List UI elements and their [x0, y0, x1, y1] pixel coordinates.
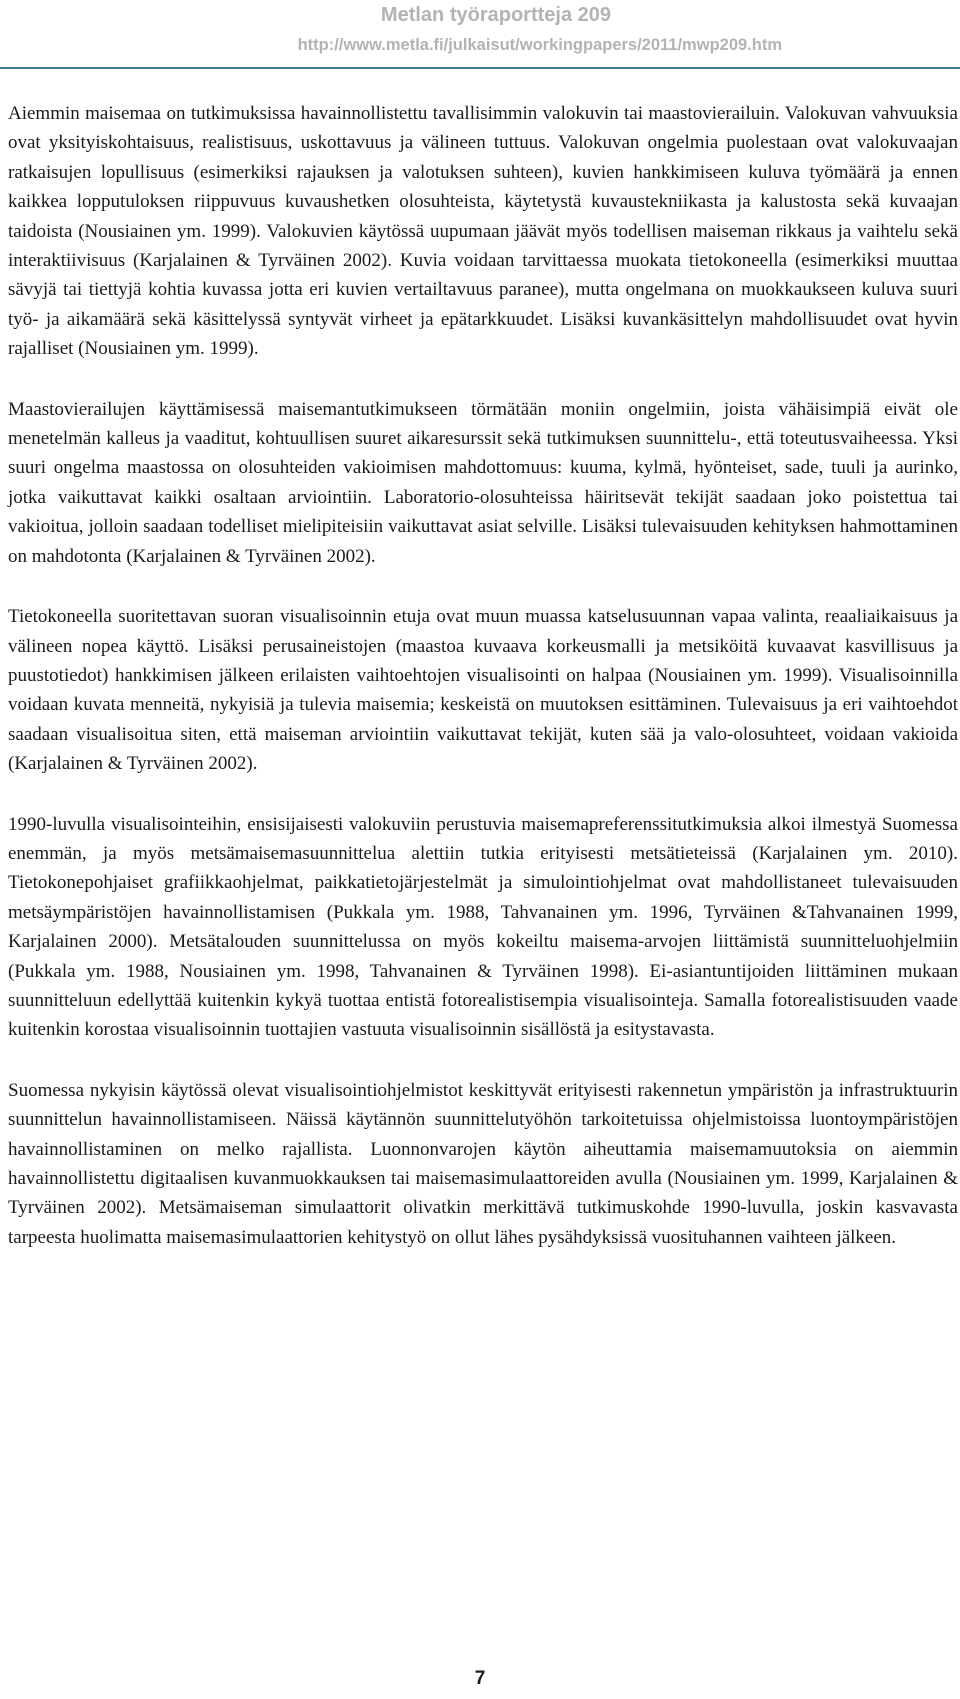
paragraph-2: Maastovierailujen käyttämisessä maisemantutkimukseen törmätään moniin ongelmiin, joista vähäisimpiä eivät ole menetelmän kalleus ja vaaditut, kohtuullisen suuret aikaresurssit sekä tutkimuksen suunnittelu-, että toteutusvaiheessa. Yksi suuri ongelma maastossa on olosuhteiden vakioimisen mahdottomuus: kuuma, kylmä, hyönteiset, sade, tuuli ja aurinko, jotka vaikuttavat kaikki osaltaan arviointiin. Laboratorio-olosuhteissa häiritsevät tekijät saadaan joko poistettua tai vakioitua, jolloin saadaan todelliset mielipiteisiin vaikuttavat asiat selville. Lisäksi tulevaisuuden kehityksen hahmottaminen on mahdotonta (Karjalainen & Tyrväinen 2002).: [8, 398, 958, 567]
paragraph-5: Suomessa nykyisin käytössä olevat visualisointiohjelmistot keskittyvät erityisesti rakennetun ympäristön ja infrastruktuurin suunnittelun havainnollistamiseen. Näissä käytännön suunnittelutyöhön tarkoitetuissa ohjelmistoissa luontoympäristöjen havainnollistaminen on melko rajallista. Luonnonvarojen käytön aiheuttamia maisemamuutoksia on aiemmin havainnollistettu digitaalisen kuvanmuokkauksen tai maisemasimulaattoreiden avulla (Nousiainen ym. 1999, Karjalainen & Tyrväinen 2002). Metsämaiseman simulaattorit olivatkin merkittävä tutkimuskohde 1990-luvulla, joskin kasvavasta tarpeesta huolimatta maisemasimulaattorien kehitystyö on ollut lähes pysähdyksissä vuosituhannen vaihteen jälkeen.: [8, 1079, 958, 1248]
page-number: 7: [474, 1668, 486, 1689]
series-title: Metlan työraportteja 209: [380, 4, 611, 26]
body-text: [8, 99, 958, 1283]
paragraph-4: 1990-luvulla visualisointeihin, ensisijaisesti valokuviin perustuvia maisemapreferenssitutkimuksia alkoi ilmestyä Suomessa enemmän, ja myös metsämaisemasuunnittelua alettiin tutkia erityisesti metsätieteissä (Karjalainen ym. 2010). Tietokonepohjaiset grafiikkaohjelmat, paikkatietojärjestelmät ja simulointiohjelmat ovat mahdollistaneet tulevaisuuden metsäympäristöjen havainnollistamisen (Pukkala ym. 1988, Tahvanainen ym. 1996, Tyrväinen &Tahvanainen 1999, Karjalainen 2000). Metsätalouden suunnittelussa on myös kokeiltu maisema-arvojen liittämistä suunnitteluohjelmiin (Pukkala ym. 1988, Nousiainen ym. 1998, Tahvanainen & Tyrväinen 1998). Ei-asiantuntijoiden liittäminen mukaan suunnitteluun edellyttää kuitenkin kykyä tuottaa entistä fotorealistisempia visualisointeja. Samalla fotorealistisuuden vaade kuitenkin korostaa visualisoinnin tuottajien vastuuta visualisoinnin sisällöstä ja esitystavasta.: [8, 813, 958, 1041]
header-divider: [0, 67, 960, 69]
series-url: http://www.metla.fi/julkaisut/workingpapers/2011/mwp209.htm: [297, 36, 782, 54]
paragraph-1: Aiemmin maisemaa on tutkimuksissa havainnollistettu tavallisimmin valokuvin tai maastovierailuin. Valokuvan vahvuuksia ovat yksityiskohtaisuus, realistisuus, uskottavuus ja välineen tuttuus. Valokuvan ongelmia puolestaan ovat valokuvaajan ratkaisujen lopullisuus (esimerkiksi rajauksen ja valotuksen suhteen), kuvien hankkimiseen kuluva työmäärä ja ennen kaikkea lopputuloksen riippuvuus kuvaushetken olosuhteista, käytetystä kuvaustekniikasta ja kalustosta sekä kuvaajan taidoista (Nousiainen ym. 1999). Valokuvien käytössä uupumaan jäävät myös todellisen maiseman rikkaus ja vaihtelu sekä interaktiivisuus (Karjalainen & Tyrväinen 2002). Kuvia voidaan tarvittaessa muokata tietokoneella (esimerkiksi muuttaa sävyjä tai tiettyjä kohtia kuvassa jotta eri kuvien vertailtavuus paranee), mutta ongelmana on muokkaukseen kuluva suuri työ- ja aikamäärä sekä käsittelyssä syntyvät virheet ja epätarkkuudet. Lisäksi kuvankäsittelyn mahdollisuudet ovat hyvin rajalliset (Nousiainen ym. 1999).: [8, 103, 958, 360]
paragraph-3: Tietokoneella suoritettavan suoran visualisoinnin etuja ovat muun muassa katselusuunnan vapaa valinta, reaaliaikaisuus ja välineen nopea käyttö. Lisäksi perusaineistojen (maastoa kuvaava korkeusmalli ja metsiköitä kuvaavat kasvillisuus ja puustotiedot) hankkimisen jälkeen erilaisten vaihtoehtojen visualisointi on halpaa (Nousiainen ym. 1999). Visualisoinnilla voidaan kuvata menneitä, nykyisiä ja tulevia maisemia; keskeistä on muutoksen esittäminen. Tulevaisuus ja eri vaihtoehdot saadaan visualisoitua siten, että maiseman arviointiin vaikuttavat tekijät, kuten sää ja valo-olosuhteet, voidaan vakioida (Karjalainen & Tyrväinen 2002).: [8, 606, 958, 775]
